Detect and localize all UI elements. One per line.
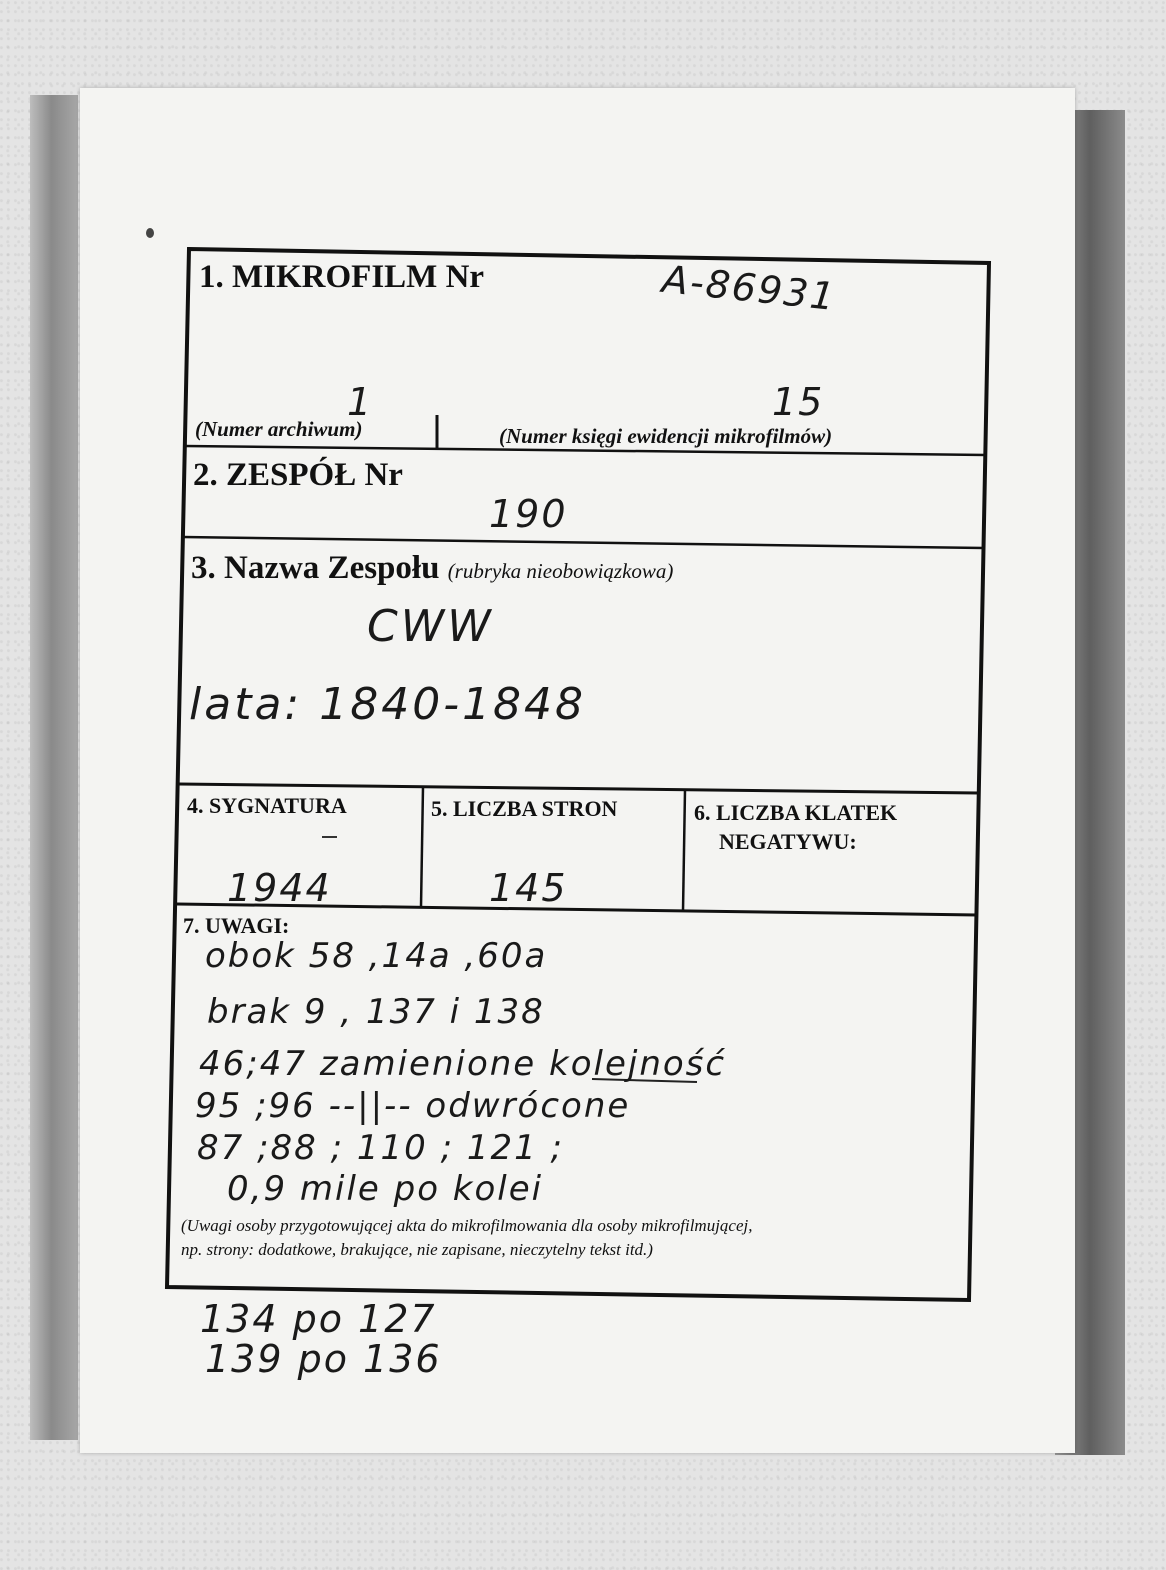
remark-line-1: obok 58 ,14a ,60a <box>205 936 548 976</box>
divider-row-2 <box>183 537 984 548</box>
extra-note-line-2: 139 po 136 <box>205 1337 442 1381</box>
field3-label: 3. Nazwa Zespołu <box>191 550 440 586</box>
field7-label: 7. UWAGI: <box>183 913 290 938</box>
field2-group-number: 190 <box>489 492 568 536</box>
divider-col-1 <box>421 787 423 907</box>
field6-label-line1: 6. LICZBA KLATEK <box>694 800 898 825</box>
divider-row-3 <box>179 784 978 793</box>
field1-label: 1. MIKROFILM Nr <box>199 259 485 295</box>
remark-line-4: 95 ;96 --||-- odwrócone <box>195 1086 631 1126</box>
field1-archive-number: 1 <box>347 380 374 424</box>
remark-line-3: 46;47 zamienione kolejność <box>199 1044 727 1084</box>
ink-speck <box>146 228 154 238</box>
remarks-footnote-line-2: np. strony: dodatkowe, brakujące, nie zapisane, nieczytelny tekst itd.) <box>181 1240 653 1259</box>
archive-number-caption: (Numer archiwum) <box>195 417 363 441</box>
remark-line-2: brak 9 , 137 i 138 <box>207 992 545 1032</box>
remark-line-6: 0,9 mile po kolei <box>227 1169 544 1209</box>
divider-col-2 <box>683 790 685 911</box>
field1-microfilm-number: A-86931 <box>660 256 839 320</box>
field5-page-count: 145 <box>489 866 568 910</box>
field1-register-number: 15 <box>772 380 825 424</box>
remarks-footnote-line-1: (Uwagi osoby przygotowującej akta do mikrofilmowania dla osoby mikrofilmującej, <box>181 1216 753 1235</box>
field4-label: 4. SYGNATURA <box>187 793 347 818</box>
field2-label: 2. ZESPÓŁ Nr <box>193 457 403 493</box>
remark-line-5: 87 ;88 ; 110 ; 121 ; <box>197 1128 564 1168</box>
field3-group-name: CWW <box>367 601 494 652</box>
film-edge-left <box>30 95 78 1440</box>
register-number-caption: (Numer księgi ewidencji mikrofilmów) <box>499 424 833 448</box>
field4-signature-value: 1944 <box>227 866 332 910</box>
extra-note-line-1: 134 po 127 <box>200 1297 437 1341</box>
microfilm-form <box>167 247 989 1300</box>
field6-label-line2: NEGATYWU: <box>719 829 857 854</box>
field3-years: lata: 1840-1848 <box>189 679 587 730</box>
field3-optional-note: (rubryka nieobowiązkowa) <box>447 559 674 583</box>
field5-label: 5. LICZBA STRON <box>431 796 618 821</box>
